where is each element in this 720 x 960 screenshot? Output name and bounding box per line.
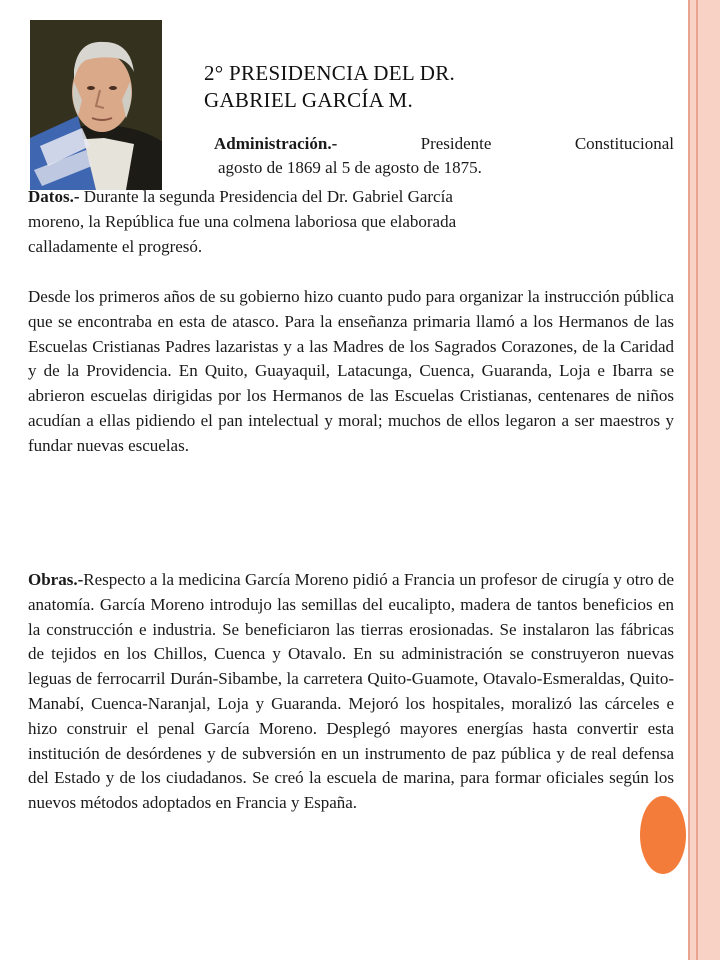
administration-block (214, 132, 674, 180)
title-line-1: 2° PRESIDENCIA DEL DR. (204, 61, 456, 85)
title-line-2: GABRIEL GARCÍA M. (204, 88, 414, 112)
page-title (204, 60, 664, 114)
administration-separator: .- (327, 134, 338, 153)
works-paragraph (28, 568, 674, 816)
datos-line-3: calladamente el progresó. (28, 236, 203, 256)
datos-line-2: moreno, la República fue una colmena laboriosa que elaborada (28, 211, 457, 231)
datos-text-1: Durante la segunda Presidencia del Dr. Gabriel García (83, 187, 453, 206)
education-paragraph: Desde los primeros años de su gobierno hizo cuanto pudo para organizar la instrucción pública que se encontraba en esta de atasco. Para la enseñanza primaria llamó a los Hermanos de las Escuelas Cristianas Padres lazaristas y a las Madres de los Sagrados Corazones, de la Caridad y de la Providencia. En Quito, Guayaquil, Latacunga, Cuenca, Guaranda, Loja e Ibarra se abrieron escuelas dirigidas por los Hermanos de las Escuelas Cristianas, centenares de niños acudían a ellas pidiendo el pan intelectual y moral; muchos de ellos legaron a ser maestros y fundar nuevas escuelas. (28, 287, 674, 455)
administration-heading (214, 132, 337, 156)
administration-word-2: Constitucional (574, 134, 674, 153)
datos-paragraph (28, 185, 674, 259)
works-label: Obras (28, 570, 74, 589)
right-border-band (688, 0, 720, 960)
administration-word-1: Presidente (420, 134, 492, 153)
datos-line-1 (28, 185, 674, 210)
administration-label: Administración (214, 134, 328, 153)
right-border-line-inner (696, 0, 698, 960)
right-border-line (688, 0, 690, 960)
works-separator: .- (73, 570, 84, 589)
administration-line-2: agosto de 1869 al 5 de agosto de 1875. (218, 158, 482, 177)
portrait-illustration (30, 20, 162, 190)
datos-label: Datos (28, 187, 70, 206)
portrait-image (30, 20, 162, 190)
datos-separator: .- (69, 187, 84, 206)
administration-line-1 (214, 132, 674, 156)
works-text: Respecto a la medicina García Moreno pidió a Francia un profesor de cirugía y otro de anatomía. García Moreno introdujo las semillas del eucalipto, madera de tantos beneficios en la construcción e industria. Se beneficiaron las tierras erosionadas. Se instalaron las fábricas de tejidos en los Chillos, Cuenca y Otavalo. En su administración se construyeron nuevas leguas de ferrocarril Durán-Sibambe, la carretera Quito-Guamote, Otavalo-Esmeraldas, Quito- Manabí, Cuenca-Naranjal, Loja y Guaranda. Mejoró los hospitales, moralizó las cárceles e hizo construir el penal García Moreno. Desplegó mayores energías hasta convertir esta institución de desórdenes y de subversión en un instrumento de paz pública y de real defensa del Estado y de los ciudadanos. Se creó la escuela de marina, para formar oficiales según los nuevos métodos adoptados en Francia y España. (28, 570, 674, 813)
decorative-circle (640, 796, 686, 874)
